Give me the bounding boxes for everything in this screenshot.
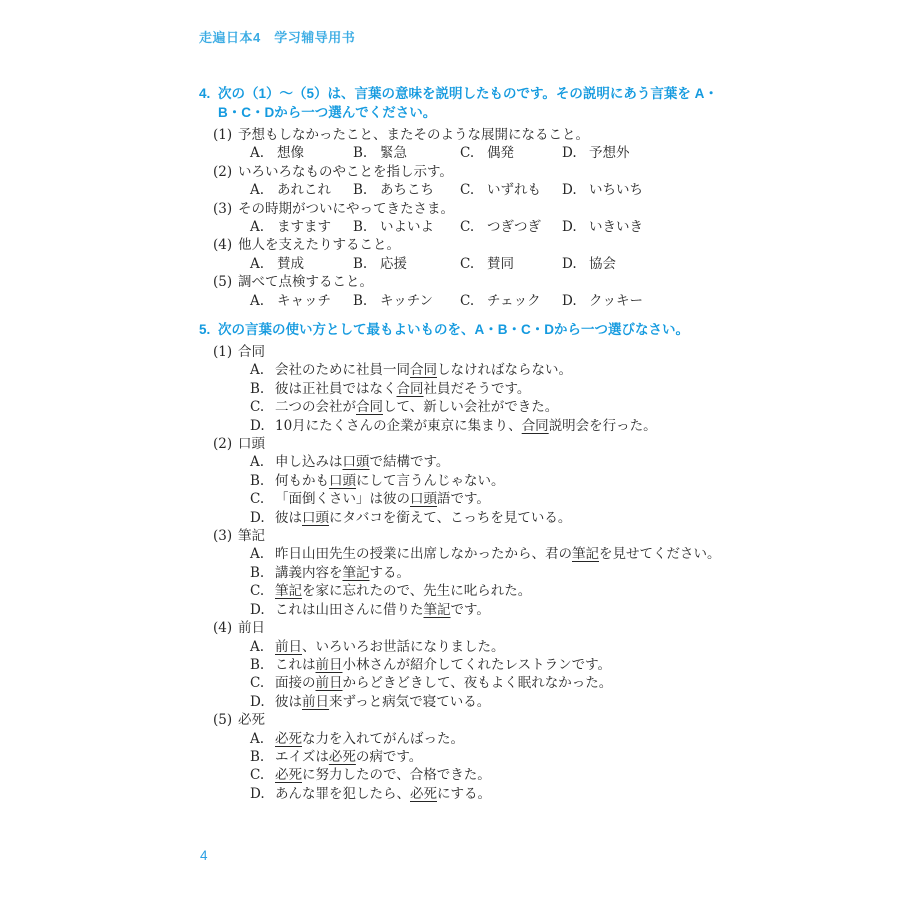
question-number: 4. xyxy=(199,86,211,101)
item-number: (4) xyxy=(213,620,233,637)
option-label: A. xyxy=(250,546,265,563)
option-sentence xyxy=(199,582,819,600)
option-sentence xyxy=(199,748,819,766)
sentence-post: な力を入れてがんばった。 xyxy=(302,730,464,747)
option-sentence xyxy=(199,417,819,435)
sentence-post: 小林さんが紹介してくれたレストランです。 xyxy=(342,656,612,673)
option-cell xyxy=(353,255,407,273)
option-label: C. xyxy=(250,767,265,784)
underlined-word: 筆記 xyxy=(342,564,370,581)
option-cell xyxy=(250,255,304,273)
option-text: 偶発 xyxy=(487,145,514,162)
prompt-text-line2: B・C・Dから一つ選んでください。 xyxy=(218,105,437,120)
sentence-post: 社員だそうです。 xyxy=(423,380,531,397)
option-label: C. xyxy=(250,583,265,600)
option-sentence xyxy=(199,638,819,656)
question-item xyxy=(199,527,819,545)
question-item xyxy=(199,343,819,361)
question-item xyxy=(199,236,819,254)
item-number: (3) xyxy=(213,528,233,545)
item-stem: いろいろなものやことを指し示す。 xyxy=(238,163,453,180)
option-sentence xyxy=(199,490,819,508)
option-cell xyxy=(460,218,541,236)
option-cell xyxy=(353,218,434,236)
sentence-pre: 会社のために社員一同 xyxy=(275,362,410,379)
sentence-post: で結構です。 xyxy=(369,454,450,471)
running-header: 走遍日本4 学习辅导用书 xyxy=(199,30,356,45)
sentence-pre: 講義内容を xyxy=(275,564,343,581)
prompt-text: 次の言葉の使い方として最もよいものを、A・B・C・Dから一つ選びなさい。 xyxy=(218,322,689,337)
question-number: 5. xyxy=(199,322,211,337)
question-item xyxy=(199,163,819,181)
underlined-word: 必死 xyxy=(410,785,437,802)
sentence-post: 来ずっと病気で寝ている。 xyxy=(329,693,491,710)
item-number: (1) xyxy=(213,344,233,360)
option-cell xyxy=(353,292,433,310)
underlined-word: 前日 xyxy=(315,675,343,692)
option-label: D. xyxy=(250,417,265,434)
question-5-items xyxy=(199,343,819,803)
underlined-word: 必死 xyxy=(275,730,302,747)
option-label: D. xyxy=(250,509,265,526)
option-label: A. xyxy=(250,638,265,655)
option-cell xyxy=(562,144,630,162)
underlined-word: 合同 xyxy=(396,380,424,397)
sentence-post: を見せてください。 xyxy=(599,546,721,563)
question-4 xyxy=(199,84,819,310)
question-item xyxy=(199,126,819,144)
option-label: D. xyxy=(250,693,265,710)
item-stem: 予想もしなかったこと、またそのような展開になること。 xyxy=(238,127,589,143)
sentence-pre: これは山田さんに借りた xyxy=(275,601,424,618)
sentence-post: にタバコを銜えて、こっちを見ている。 xyxy=(329,509,572,526)
option-sentence xyxy=(199,453,819,471)
sentence-pre: エイズは xyxy=(275,748,329,765)
option-text: ますます xyxy=(277,219,331,235)
underlined-word: 口頭 xyxy=(302,509,329,526)
option-text: いちいち xyxy=(589,182,643,199)
option-cell xyxy=(353,144,407,162)
item-stem: 調べて点検すること。 xyxy=(238,274,373,291)
option-sentence xyxy=(199,361,819,379)
option-label: C. xyxy=(250,491,265,508)
option-sentence xyxy=(199,674,819,692)
sentence-pre: 二つの会社が xyxy=(275,399,356,416)
option-row xyxy=(199,255,819,273)
option-label: B. xyxy=(250,748,265,765)
option-label: B. xyxy=(353,219,368,235)
option-label: B. xyxy=(250,656,265,673)
prompt-text-line1: 次の（1）～（5）は、言葉の意味を説明したものです。その説明にあう言葉を A・ xyxy=(218,86,718,101)
underlined-word: 筆記 xyxy=(275,583,302,600)
option-cell xyxy=(562,181,643,199)
option-text: あちこち xyxy=(380,182,434,199)
item-stem: その時期がついにやってきたさま。 xyxy=(238,200,454,217)
option-label: C. xyxy=(460,292,475,309)
option-text: 賛同 xyxy=(487,255,514,272)
option-sentence xyxy=(199,472,819,490)
option-sentence xyxy=(199,564,819,582)
sentence-post: して、新しい会社ができた。 xyxy=(383,399,559,416)
option-label: A. xyxy=(250,182,265,199)
option-text: 応援 xyxy=(380,255,407,272)
option-label: A. xyxy=(250,145,265,162)
option-label: B. xyxy=(250,380,265,397)
underlined-word: 合同 xyxy=(410,362,437,379)
option-sentence xyxy=(199,785,819,803)
option-label: A. xyxy=(250,730,265,747)
option-label: C. xyxy=(250,675,265,692)
sentence-post: しなければならない。 xyxy=(437,362,572,379)
option-text: いよいよ xyxy=(380,219,434,235)
underlined-word: 必死 xyxy=(275,767,302,784)
option-label: C. xyxy=(250,399,265,416)
item-number: (4) xyxy=(213,237,233,254)
option-sentence xyxy=(199,601,819,619)
option-label: D. xyxy=(562,255,577,272)
item-word: 前日 xyxy=(238,620,265,637)
sentence-pre: 彼は正社員ではなく xyxy=(275,380,397,397)
sentence-post: 説明会を行った。 xyxy=(548,417,657,434)
underlined-word: 前日 xyxy=(302,693,329,710)
question-4-items xyxy=(199,126,819,310)
sentence-post: 、いろいろお世話になりました。 xyxy=(302,638,505,655)
option-label: D. xyxy=(562,182,577,199)
option-sentence xyxy=(199,398,819,416)
sentence-post: する。 xyxy=(369,564,410,581)
option-row xyxy=(199,218,819,236)
item-word: 必死 xyxy=(238,712,265,729)
option-text: 賛成 xyxy=(277,255,304,272)
option-sentence xyxy=(199,766,819,784)
option-sentence xyxy=(199,693,819,711)
sentence-pre: 何もかも xyxy=(275,472,329,489)
item-number: (3) xyxy=(213,200,233,217)
option-text: いきいき xyxy=(589,219,643,235)
item-word: 合同 xyxy=(238,344,265,360)
option-label: D. xyxy=(562,219,577,235)
item-number: (5) xyxy=(213,274,233,291)
option-cell xyxy=(460,255,514,273)
option-text: つぎつぎ xyxy=(487,219,541,235)
sentence-post: の病です。 xyxy=(355,748,423,765)
sentence-pre: 昨日山田先生の授業に出席しなかったから、君の xyxy=(275,546,572,563)
sentence-post: にする。 xyxy=(437,785,491,802)
option-sentence xyxy=(199,380,819,398)
option-cell xyxy=(460,181,541,199)
option-label: A. xyxy=(250,292,265,309)
item-word: 口頭 xyxy=(238,436,265,453)
option-sentence xyxy=(199,509,819,527)
option-text: 想像 xyxy=(277,145,304,162)
option-cell xyxy=(250,144,304,162)
sentence-pre: 10月にたくさんの企業が東京に集まり、 xyxy=(275,417,522,434)
option-label: D. xyxy=(250,601,265,618)
option-label: B. xyxy=(250,472,265,489)
option-sentence xyxy=(199,656,819,674)
option-cell xyxy=(250,181,331,199)
sentence-pre: 面接の xyxy=(275,675,316,692)
option-text: キッチン xyxy=(380,292,434,309)
item-number: (5) xyxy=(213,712,233,729)
option-label: C. xyxy=(460,145,475,162)
question-4-prompt xyxy=(199,84,819,103)
option-label: B. xyxy=(353,255,368,272)
option-label: B. xyxy=(353,182,368,199)
option-cell xyxy=(460,144,514,162)
question-item xyxy=(199,273,819,291)
option-text: 協会 xyxy=(589,255,616,272)
sentence-post: 語です。 xyxy=(437,491,490,508)
option-label: C. xyxy=(460,255,475,272)
option-row xyxy=(199,144,819,162)
option-text: あれこれ xyxy=(277,182,331,199)
underlined-word: 筆記 xyxy=(572,546,599,563)
option-label: B. xyxy=(353,145,368,162)
item-stem: 他人を支えたりすること。 xyxy=(238,237,400,254)
option-text: 予想外 xyxy=(589,145,630,162)
option-label: A. xyxy=(250,219,265,235)
option-text: いずれも xyxy=(487,182,541,199)
option-sentence xyxy=(199,730,819,748)
sentence-pre: 彼は xyxy=(275,509,302,526)
sentence-post: にして言うんじゃない。 xyxy=(356,472,505,489)
option-row xyxy=(199,292,819,310)
sentence-post: からどきどきして、夜もよく眠れなかった。 xyxy=(342,675,613,692)
option-text: クッキー xyxy=(589,292,643,309)
question-item xyxy=(199,619,819,637)
underlined-word: 必死 xyxy=(328,748,356,765)
option-label: A. xyxy=(250,454,265,471)
option-cell xyxy=(353,181,434,199)
sentence-pre: 「面倒くさい」は彼の xyxy=(275,491,410,508)
option-text: チェック xyxy=(487,292,541,309)
underlined-word: 筆記 xyxy=(423,601,451,618)
option-cell xyxy=(250,292,331,310)
item-number: (2) xyxy=(213,163,233,180)
option-text: 緊急 xyxy=(380,145,407,162)
sentence-post: です。 xyxy=(450,601,490,618)
underlined-word: 合同 xyxy=(356,399,383,416)
option-cell xyxy=(562,292,643,310)
question-5 xyxy=(199,320,819,803)
sentence-pre: これは xyxy=(275,656,316,673)
option-label: A. xyxy=(250,362,265,379)
sentence-pre: 彼は xyxy=(275,693,302,710)
option-label: D. xyxy=(562,292,577,309)
page-number: 4 xyxy=(200,848,208,863)
sentence-pre: 申し込みは xyxy=(275,454,343,471)
sentence-post: に努力したので、合格できた。 xyxy=(302,767,491,784)
underlined-word: 合同 xyxy=(521,417,549,434)
underlined-word: 口頭 xyxy=(410,491,437,508)
question-item xyxy=(199,711,819,729)
option-label: D. xyxy=(250,785,265,802)
item-number: (1) xyxy=(213,127,233,143)
item-number: (2) xyxy=(213,436,233,453)
option-label: D. xyxy=(562,145,577,162)
underlined-word: 口頭 xyxy=(329,472,356,489)
option-label: A. xyxy=(250,255,265,272)
option-label: C. xyxy=(460,219,475,235)
underlined-word: 前日 xyxy=(275,638,302,655)
option-row xyxy=(199,181,819,199)
option-cell xyxy=(250,218,331,236)
sentence-pre: あんな罪を犯したら、 xyxy=(275,785,410,802)
item-word: 筆記 xyxy=(238,528,265,545)
option-sentence xyxy=(199,545,819,563)
option-cell xyxy=(562,255,616,273)
question-item xyxy=(199,200,819,218)
question-4-prompt-line2 xyxy=(199,103,819,122)
option-cell xyxy=(460,292,541,310)
option-text: キャッチ xyxy=(277,292,331,309)
sentence-post: を家に忘れたので、先生に叱られた。 xyxy=(302,583,532,600)
option-label: B. xyxy=(250,564,265,581)
underlined-word: 前日 xyxy=(315,656,343,673)
question-item xyxy=(199,435,819,453)
question-5-prompt xyxy=(199,320,819,339)
option-label: B. xyxy=(353,292,368,309)
option-cell xyxy=(562,218,643,236)
underlined-word: 口頭 xyxy=(342,454,370,471)
option-label: C. xyxy=(460,182,475,199)
